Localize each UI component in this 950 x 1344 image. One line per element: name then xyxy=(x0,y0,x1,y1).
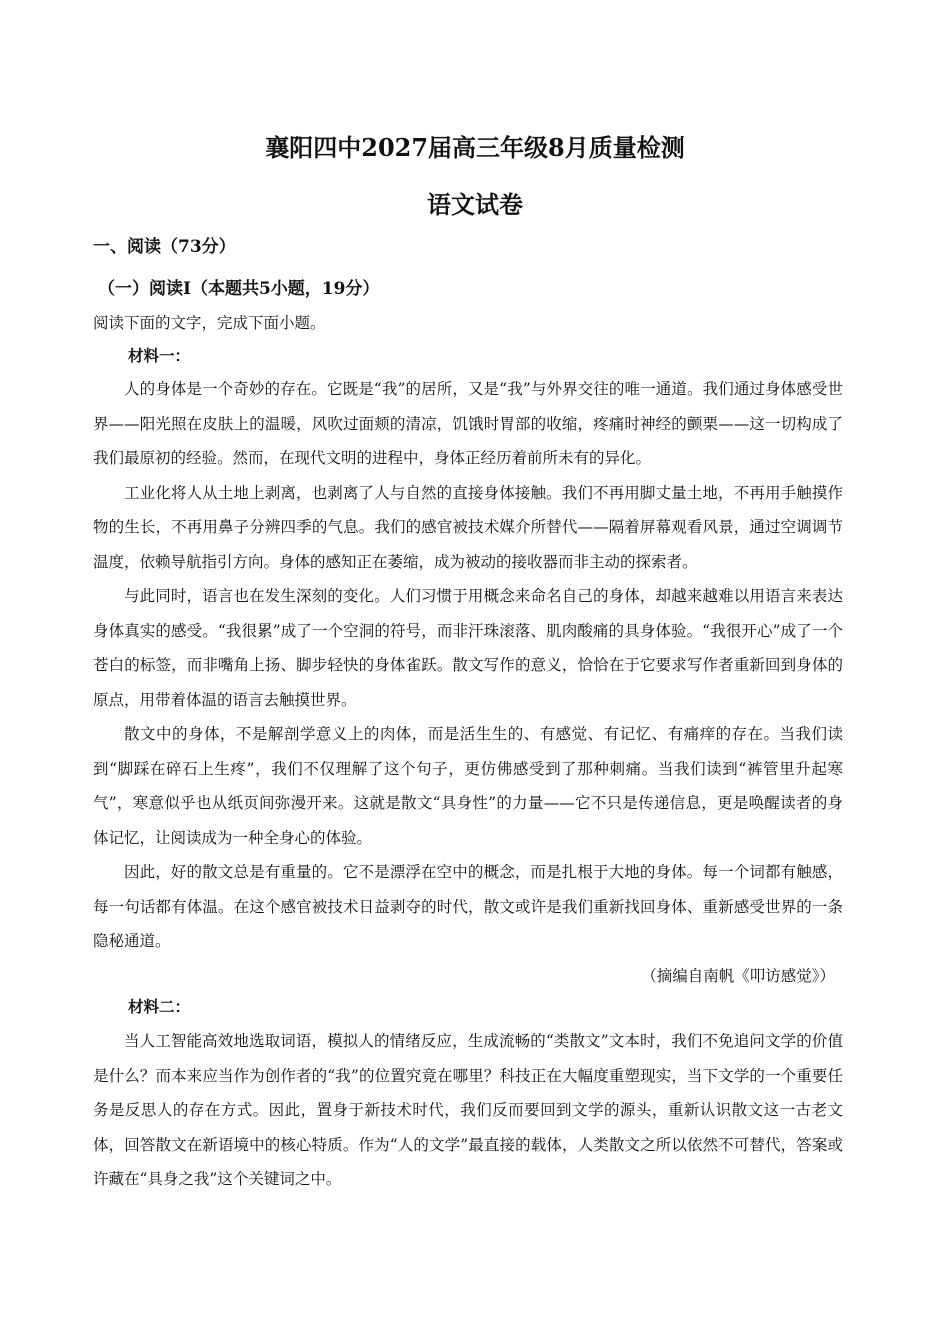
material1-source: （摘编自南帆《叩访感觉》） xyxy=(641,966,835,985)
material2-paragraph: 当人工智能高效地选取词语，模拟人的情绪反应，生成流畅的“类散文”文本时，我们不免追问文学的价值是什么？而本来应当作为创作者的“我”的位置究竟在哪里？科技正在大幅度重塑现实，当下文学的一个重要任务是反思人的存在方式。因此，置身于新技术时代，我们反而要回到文学的源头，重新认识散文这一古老文体，回答散文在新语境中的核心特质。作为“人的文学”最直接的载体，人类散文之所以依然不可替代，答案或许藏在“具身之我”这个关键词之中。 xyxy=(93,1032,843,1188)
material1-body xyxy=(93,372,843,993)
material1-paragraph: 散文中的身体，不是解剖学意义上的肉体，而是活生生的、有感觉、有记忆、有痛痒的存在。当我们读到“脚踩在碎石上生疼”，我们不仅理解了这个句子，更仿佛感受到了那种刺痛。当我们读到“裤管里升起寒气”，寒意似乎也从纸页间弥漫开来。这就是散文“具身性”的力量——它不只是传递信息，更是唤醒读者的身体记忆，让阅读成为一种全身心的体验。 xyxy=(93,725,843,847)
material2-body xyxy=(93,1024,843,1197)
subsection-heading: （一）阅读I（本题共5小题，19分） xyxy=(98,279,380,299)
material1-paragraph: 人的身体是一个奇妙的存在。它既是“我”的居所，又是“我”与外界交往的唯一通道。我们通过身体感受世界——阳光照在皮肤上的温暖，风吹过面颊的清凉，饥饿时胃部的收缩，疼痛时神经的颤栗——这一切构成了我们最原初的经验。然而，在现代文明的进程中，身体正经历着前所未有的异化。 xyxy=(93,380,843,467)
exam-subtitle: 语文试卷 xyxy=(427,190,523,219)
material2-label: 材料二： xyxy=(128,997,191,1016)
reading-instruction: 阅读下面的文字，完成下面小题。 xyxy=(93,314,326,332)
material1-paragraph: 因此，好的散文总是有重量的。它不是漂浮在空中的概念，而是扎根于大地的身体。每一个词都有触感，每一句话都有体温。在这个感官被技术日益剥夺的时代，散文或许是我们重新找回身体、重新感受世界的一条隐秘通道。 xyxy=(93,863,843,950)
material1-paragraph: 工业化将人从土地上剥离，也剥离了人与自然的直接身体接触。我们不再用脚丈量土地，不再用手触摸作物的生长，不再用鼻子分辨四季的气息。我们的感官被技术媒介所替代——隔着屏幕观看风景，通过空调调节温度，依赖导航指引方向。身体的感知正在萎缩，成为被动的接收器而非主动的探索者。 xyxy=(93,483,843,571)
exam-title: 襄阳四中2027届高三年级8月质量检测 xyxy=(265,133,685,162)
material1-paragraph: 与此同时，语言也在发生深刻的变化。人们习惯于用概念来命名自己的身体，却越来越难以用语言来表达身体真实的感受。“我很累”成了一个空洞的符号，而非汗珠滚落、肌肉酸痛的具身体验。“我很开心”成了一个苍白的标签，而非嘴角上扬、脚步轻快的身体雀跃。散文写作的意义，恰恰在于它要求写作者重新回到身体的原点，用带着体温的语言去触摸世界。 xyxy=(93,587,843,709)
section-heading: 一、阅读（73分） xyxy=(93,237,236,257)
material1-label: 材料一： xyxy=(128,346,191,365)
